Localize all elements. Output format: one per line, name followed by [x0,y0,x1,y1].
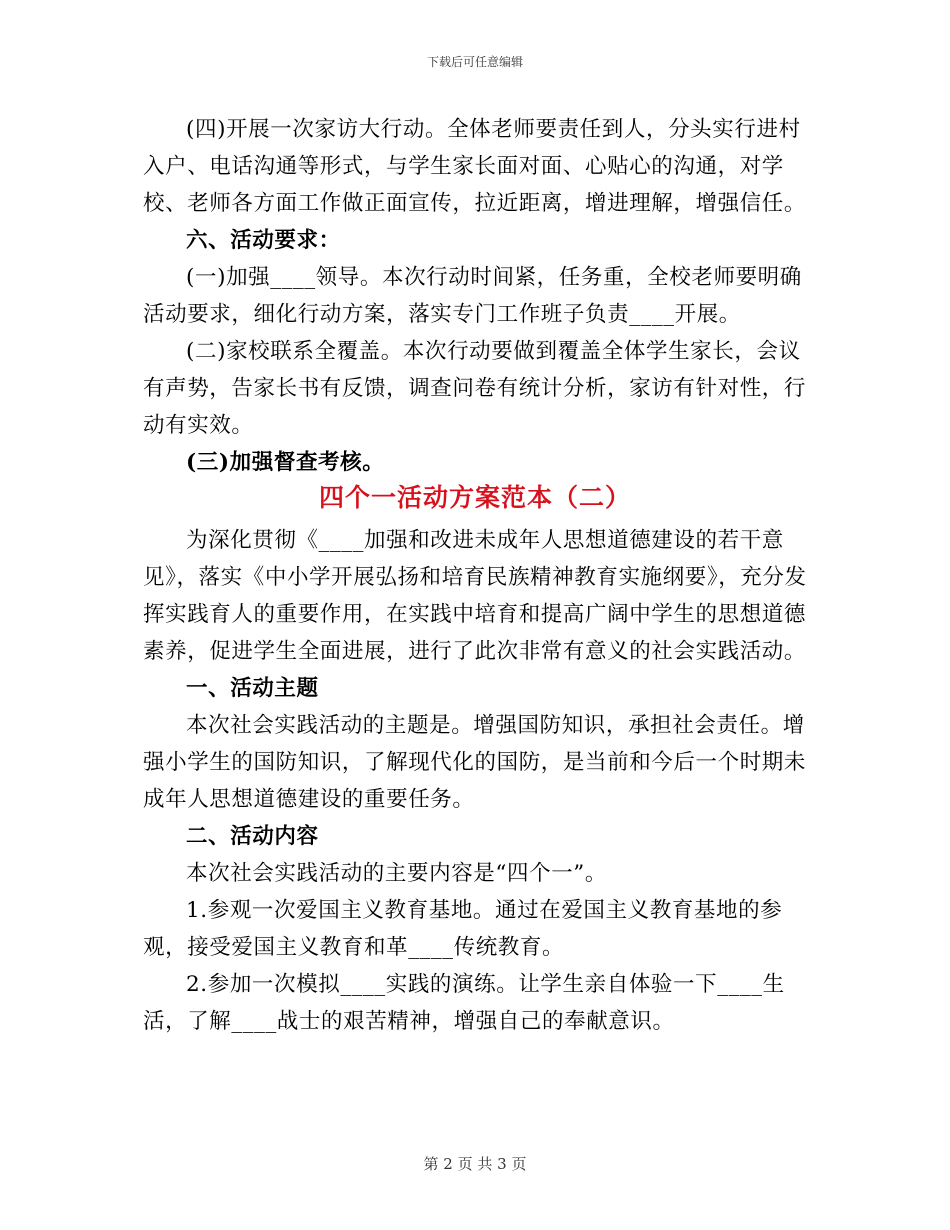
section-heading-content: 二、活动内容 [186,824,319,849]
page-number: 第 2 页 共 3 页 [423,1155,527,1173]
paragraph-home-visit: (四)开展一次家访大行动。全体老师要责任到人，分头实行进村入户、电话沟通等形式，与学生家长面对面、心贴心的沟通，对学校、老师各方面工作做正面宣传，拉近距离，增进理解，增强信任。 [143,117,807,216]
header-note: 下载后可任意编辑 [426,55,523,69]
document-title: 四个一活动方案范本（二） [318,483,631,512]
paragraph-requirement-2: (二)家校联系全覆盖。本次行动要做到覆盖全体学生家长，会议有声势，告家长书有反馈，调查问卷有统计分析，家访有针对性，行动有实效。 [143,339,807,438]
section-heading-theme: 一、活动主题 [186,676,319,701]
paragraph-requirement-1: (一)加强____领导。本次行动时间紧，任务重，全校老师要明确活动要求，细化行动方案，落实专门工作班子负责____开展。 [143,265,802,327]
paragraph-introduction: 为深化贯彻《____加强和改进未成年人思想道德建设的若干意见》，落实《中小学开展弘扬和培育民族精神教育实施纲要》，充分发挥实践育人的重要作用，在实践中培育和提高广阔中学生的思想道德素养，促进学生全面进展，进行了此次非常有意义的社会实践活动。 [143,528,807,664]
paragraph-item-1: 1.参观一次爱国主义教育基地。通过在爱国主义教育基地的参观，接受爱国主义教育和革____传统教育。 [143,898,783,960]
section-heading-requirements: 六、活动要求： [186,228,341,253]
paragraph-item-2: 2.参加一次模拟____实践的演练。让学生亲自体验一下____生活，了解____战士的艰苦精神，增强自己的奉献意识。 [143,972,785,1034]
heading-requirement-3: (三)加强督查考核。 [186,450,385,475]
paragraph-theme: 本次社会实践活动的主题是。增强国防知识，承担社会责任。增强小学生的国防知识，了解现代化的国防，是当前和今后一个时期未成年人思想道德建设的重要任务。 [143,713,807,812]
paragraph-content-intro: 本次社会实践活动的主要内容是“四个一”。 [186,861,607,886]
